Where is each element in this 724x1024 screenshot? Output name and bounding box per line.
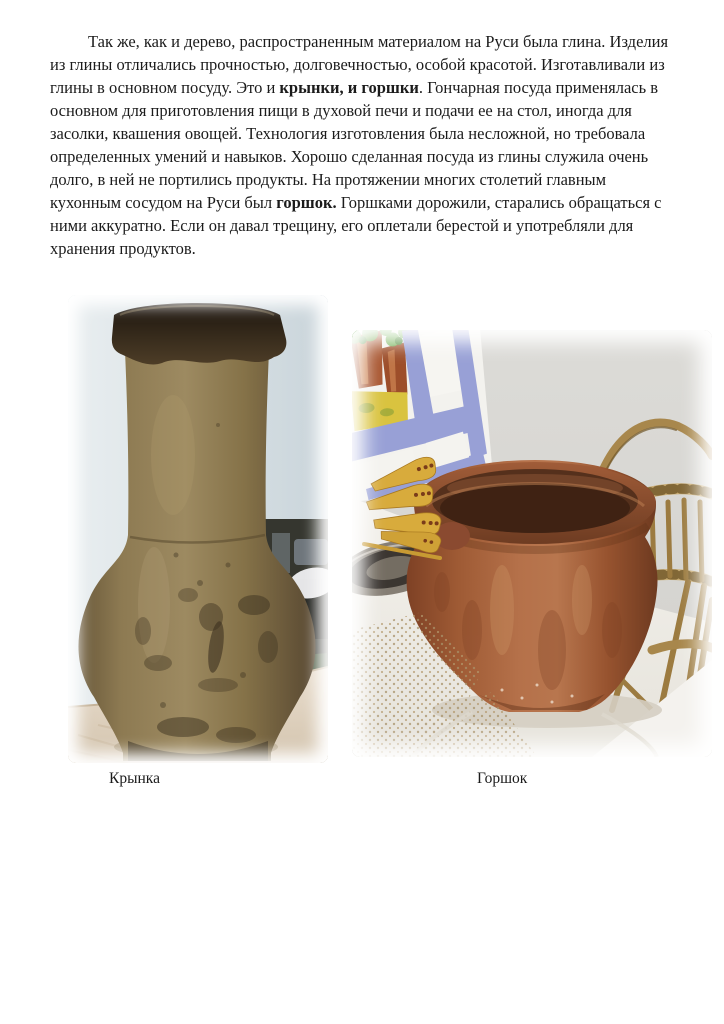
gorshok-caption: Горшок bbox=[477, 770, 528, 787]
bold-gorshok: горшок. bbox=[276, 193, 337, 212]
paragraph-run: Так же, как и дерево, распространенным материалом на Руси была глина. Изделия из глины отличались прочностью, долговечностью, особой красотой. Изготавливали из глины в основном посуду. Это и bbox=[50, 32, 669, 97]
gorshok-photo bbox=[352, 330, 712, 757]
krynka-photo-graphic bbox=[68, 295, 328, 763]
jug-dark-rim bbox=[112, 303, 287, 364]
body-paragraph bbox=[50, 30, 675, 260]
krynka-photo bbox=[68, 295, 328, 763]
gorshok-photo-graphic bbox=[352, 330, 712, 757]
paragraph-run: . Гончарная посуда применялась в основном для приготовления пищи в духовой печи и подачи ее на стол, иногда для засолки, квашения овощей. Технология изготовления была несложной, но требовала определенных умений и навыков. Хорошо сделанная посуда из глины служила очень долго, в ней не портились продукты. На протяжении многих столетий главным кухонным сосудом на Руси был bbox=[50, 78, 659, 212]
bold-krynki-gorshki: крынки, и горшки bbox=[279, 78, 419, 97]
krynka-caption: Крынка bbox=[109, 770, 160, 787]
paragraph-run: Горшками дорожили, старались обращаться с ними аккуратно. Если он давал трещину, его оплетали берестой и употребляли для хранения продуктов. bbox=[50, 193, 662, 258]
